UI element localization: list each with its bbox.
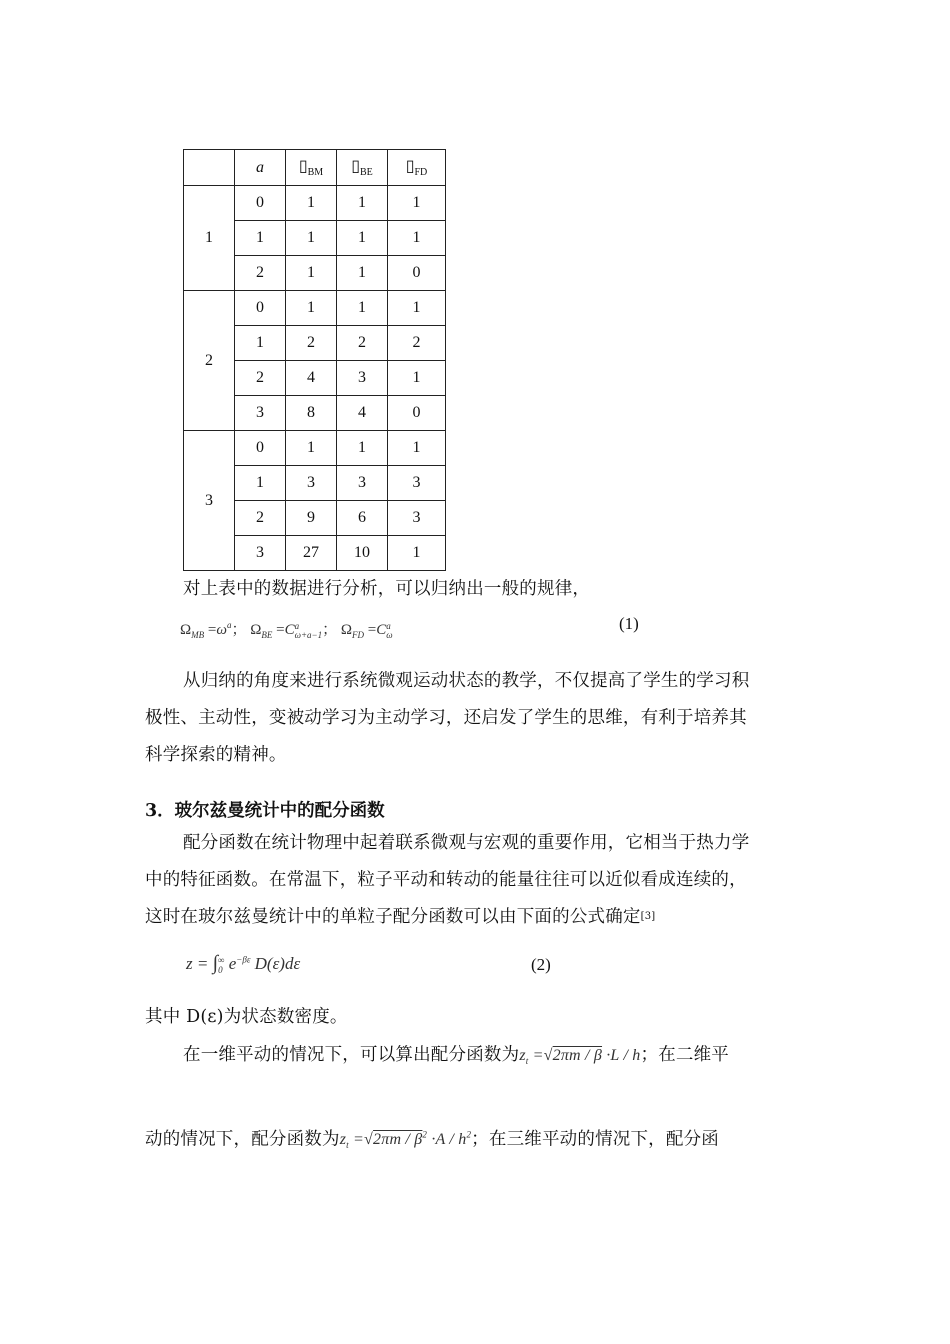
table-row xyxy=(184,291,446,326)
table-cell: 2 xyxy=(388,326,446,361)
two-dim-translation-line: 动的情况下，配分函数为$z_t =√2\pi m / \beta^2 \cdot A / h^2$；在三维平动的情况下，配分函 xyxy=(145,1129,719,1151)
table-cell: 0 xyxy=(235,186,286,221)
table-header-row xyxy=(184,150,446,186)
table-cell: 1 xyxy=(337,256,388,291)
two-dim-partition-formula: $z_t =√2\pi m / \beta^2 \cdot A / h^2$ xyxy=(339,1130,472,1151)
table-cell: 4 xyxy=(337,396,388,431)
equation-2: z = ∫∞ 0 $e^{-\beta\varepsilon}$ D(ε)dε xyxy=(186,952,301,976)
table-cell: 1 xyxy=(286,291,337,326)
table-cell: 2 xyxy=(286,326,337,361)
equation-2-number: (2) xyxy=(531,955,551,974)
table-cell: 0 xyxy=(235,291,286,326)
table-cell: 1 xyxy=(337,186,388,221)
analysis-sentence: 对上表中的数据进行分析，可以归纳出一般的规律， xyxy=(183,579,591,599)
table-cell: 1 xyxy=(235,326,286,361)
paragraph-induction-line-1: 从归纳的角度来进行系统微观运动状态的教学，不仅提高了学生的学习积 xyxy=(183,671,750,691)
omega-cell: 2 xyxy=(184,291,235,431)
table-cell: 27 xyxy=(286,536,337,571)
paragraph-partition-line-3: 这时在玻尔兹曼统计中的单粒子配分函数可以由下面的公式确定[3] xyxy=(145,907,656,927)
table-cell: 10 xyxy=(337,536,388,571)
table-cell: 0 xyxy=(388,396,446,431)
table-cell: 3 xyxy=(337,361,388,396)
table-cell: 0 xyxy=(388,256,446,291)
table-cell: 1 xyxy=(286,221,337,256)
header-omega xyxy=(184,150,235,186)
citation-ref[interactable]: [3] xyxy=(640,911,656,922)
table-cell: 4 xyxy=(286,361,337,396)
table-cell: 3 xyxy=(388,501,446,536)
table-cell: 1 xyxy=(388,361,446,396)
table-cell: 3 xyxy=(235,396,286,431)
density-note: 其中 D(ε)为状态数密度。 xyxy=(145,1007,348,1027)
header-omega-mb: $▯_{BM}$ xyxy=(286,150,337,186)
table-cell: 9 xyxy=(286,501,337,536)
omega-cell: 1 xyxy=(184,186,235,291)
header-omega-fd: $▯_{FD}$ xyxy=(388,150,446,186)
table-cell: 1 xyxy=(235,221,286,256)
table-cell: 1 xyxy=(286,431,337,466)
table-cell: 0 xyxy=(235,431,286,466)
table-cell: 1 xyxy=(388,186,446,221)
table-cell: 1 xyxy=(337,431,388,466)
table-cell: 1 xyxy=(388,221,446,256)
omega-cell: 3 xyxy=(184,431,235,571)
table-cell: 3 xyxy=(235,536,286,571)
microstate-count-table xyxy=(183,149,446,571)
table-row xyxy=(184,186,446,221)
table-cell: 3 xyxy=(337,466,388,501)
section-heading: 3．玻尔兹曼统计中的配分函数 xyxy=(145,801,385,821)
table-cell: 1 xyxy=(337,291,388,326)
table-cell: 1 xyxy=(388,431,446,466)
table-cell: 1 xyxy=(286,256,337,291)
table-cell: 2 xyxy=(235,501,286,536)
paragraph-induction-line-2: 极性、主动性，变被动学习为主动学习，还启发了学生的思维，有利于培养其 xyxy=(145,708,747,728)
table-cell: 1 xyxy=(388,536,446,571)
header-a: a xyxy=(235,150,286,186)
table-cell: 2 xyxy=(235,256,286,291)
paragraph-induction-line-3: 科学探索的精神。 xyxy=(145,745,287,765)
paragraph-partition-line-1: 配分函数在统计物理中起着联系微观与宏观的重要作用，它相当于热力学 xyxy=(183,833,750,853)
table-cell: 2 xyxy=(235,361,286,396)
equation-1: $\Omega_{MB} =\omega^a$； $\Omega_{BE} =Ca$ ω+a−1； $\Omega_{FD} =Ca$ ω xyxy=(180,620,393,640)
table-cell: 2 xyxy=(337,326,388,361)
table-cell: 1 xyxy=(235,466,286,501)
table-cell: 3 xyxy=(286,466,337,501)
equation-1-number: (1) xyxy=(619,614,639,633)
table-cell: 1 xyxy=(337,221,388,256)
table-row xyxy=(184,431,446,466)
one-dim-partition-formula: $z_t =√2\pi m / \beta \cdot L / h$ xyxy=(519,1047,641,1067)
table-cell: 3 xyxy=(388,466,446,501)
table-cell: 8 xyxy=(286,396,337,431)
table-cell: 6 xyxy=(337,501,388,536)
header-omega-be: $▯_{BE}$ xyxy=(337,150,388,186)
table-cell: 1 xyxy=(388,291,446,326)
table-cell: 1 xyxy=(286,186,337,221)
one-dim-translation-line: 在一维平动的情况下，可以算出配分函数为$z_t =√2\pi m / \beta \cdot L / h$；在二维平 xyxy=(183,1045,729,1067)
paragraph-partition-line-2: 中的特征函数。在常温下，粒子平动和转动的能量往往可以近似看成连续的， xyxy=(145,870,747,890)
